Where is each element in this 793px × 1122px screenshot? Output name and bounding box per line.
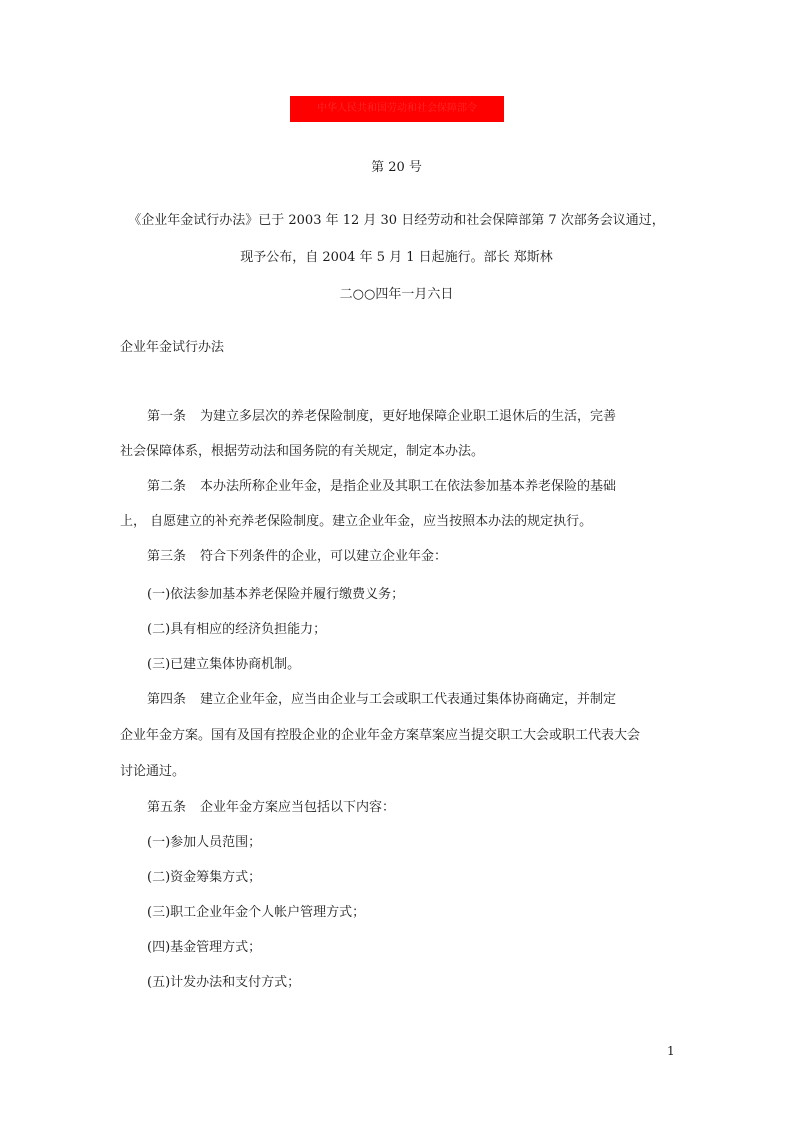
article-3-label: 第三条 <box>147 549 187 564</box>
article-1-text: 为建立多层次的养老保险制度，更好地保障企业职工退休后的生活，完善 <box>200 409 617 424</box>
issuing-authority-banner: 中华人民共和国劳动和社会保障部令 <box>290 96 504 122</box>
order-number: 第 20 号 <box>371 160 422 175</box>
article-3-text: 符合下列条件的企业，可以建立企业年金： <box>200 549 448 564</box>
article-4-line-1 <box>147 691 616 709</box>
article-3-item: (三)已建立集体协商机制。 <box>147 657 301 672</box>
article-4-label: 第四条 <box>147 692 187 707</box>
article-5-item: (二)资金筹集方式； <box>147 870 262 885</box>
article-1-line-2: 社会保障体系，根据劳动法和国务院的有关规定，制定本办法。 <box>120 444 485 459</box>
article-4-line-3: 讨论通过。 <box>120 764 186 779</box>
article-2-line-1 <box>147 478 616 496</box>
article-3-line-1 <box>147 548 447 566</box>
article-2-label: 第二条 <box>147 479 187 494</box>
article-3-item: (二)具有相应的经济负担能力； <box>147 622 327 637</box>
promulgation-line-2: 现予公布，自 2004 年 5 月 1 日起施行。部长 郑斯林 <box>240 250 553 265</box>
article-5-item: (一)参加人员范围； <box>147 835 262 850</box>
article-5-text: 企业年金方案应当包括以下内容： <box>200 800 396 815</box>
article-3-item: (一)依法参加基本养老保险并履行缴费义务； <box>147 587 405 602</box>
article-1-line-1 <box>147 408 616 426</box>
article-4-text: 建立企业年金，应当由企业与工会或职工代表通过集体协商确定，并制定 <box>200 692 617 707</box>
article-1-label: 第一条 <box>147 409 187 424</box>
article-5-line-1 <box>147 799 395 817</box>
article-5-label: 第五条 <box>147 800 187 815</box>
article-2-line-2: 上， 自愿建立的补充养老保险制度。建立企业年金，应当按照本办法的规定执行。 <box>120 514 593 529</box>
promulgation-line-1: 《企业年金试行办法》已于 2003 年 12 月 30 日经劳动和社会保障部第 7 次部务会议通过， <box>128 213 665 228</box>
article-4-line-2: 企业年金方案。国有及国有控股企业的企业年金方案草案应当提交职工大会或职工代表大会 <box>120 728 641 743</box>
article-5-item: (三)职工企业年金个人帐户管理方式； <box>147 905 366 920</box>
promulgation-date: 二○○四年一月六日 <box>339 287 454 302</box>
article-5-item: (四)基金管理方式； <box>147 940 262 955</box>
document-title: 企业年金试行办法 <box>120 340 225 355</box>
article-5-item: (五)计发办法和支付方式； <box>147 975 301 990</box>
article-2-text: 本办法所称企业年金，是指企业及其职工在依法参加基本养老保险的基础 <box>200 479 617 494</box>
page-number: 1 <box>667 1044 675 1058</box>
